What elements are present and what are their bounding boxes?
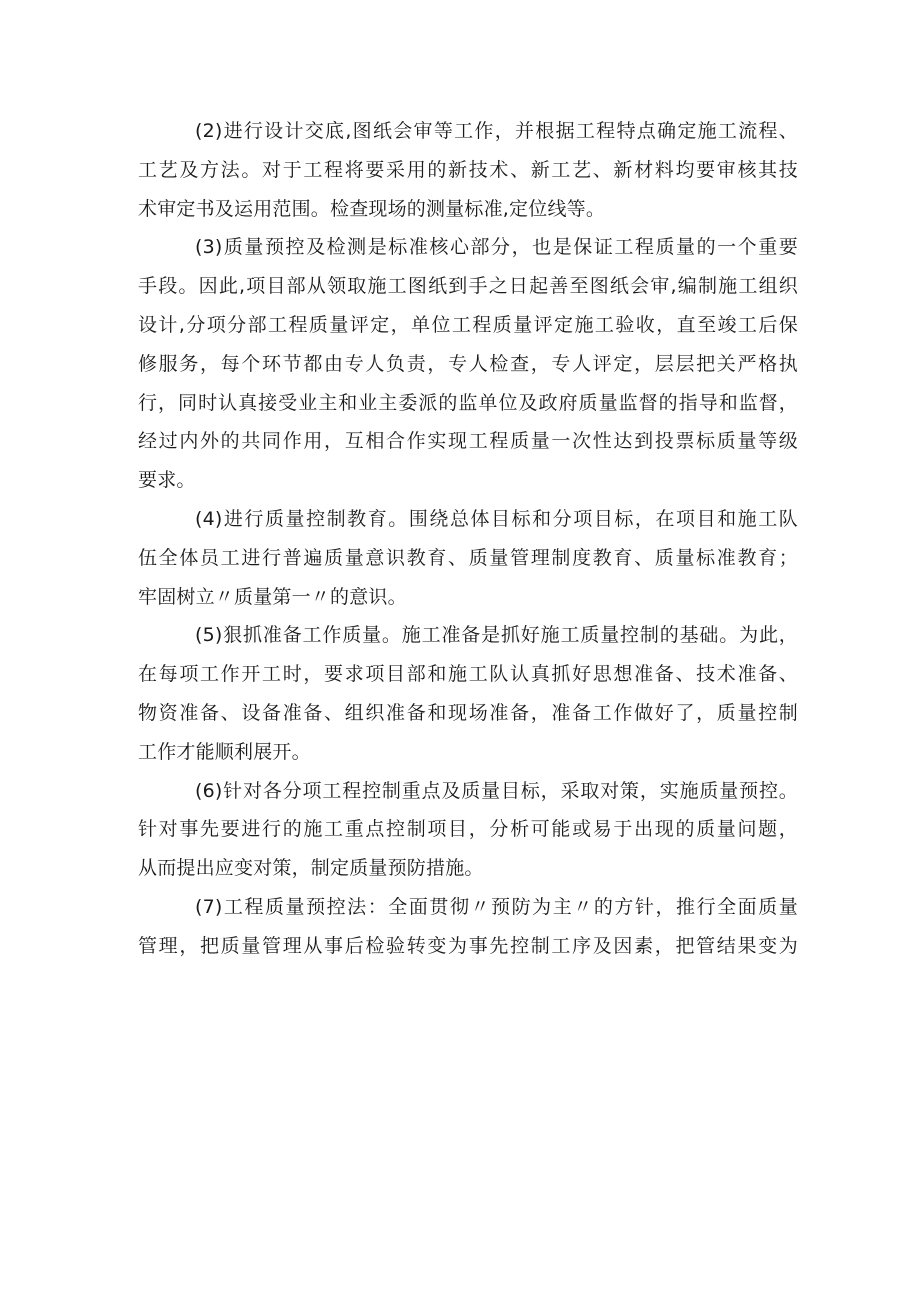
text-line: 设计,分项分部工程质量评定，单位工程质量评定施工验收，直至竣工后保	[138, 313, 798, 336]
text-line: 伍全体员工进行普遍质量意识教育、质量管理制度教育、质量标准教育；	[138, 546, 798, 569]
paragraph-3	[138, 228, 798, 500]
paragraph-6	[138, 772, 798, 888]
text-line: 工艺及方法。对于工程将要采用的新技术、新工艺、新材料均要审核其技	[138, 158, 798, 181]
text-line: (3)质量预控及检测是标准核心部分，也是保证工程质量的一个重要	[195, 236, 798, 259]
paragraph-5	[138, 616, 798, 771]
paragraph-7	[138, 888, 798, 966]
text-line: (6)针对各分项工程控制重点及质量目标，采取对策，实施质量预控。	[195, 779, 798, 802]
text-line: (4)进行质量控制教育。围绕总体目标和分项目标，在项目和施工队	[195, 507, 798, 530]
text-line: 管理，把质量管理从事后检验转变为事先控制工序及因素，把管结果变为	[138, 934, 798, 957]
paragraph-4	[138, 500, 798, 616]
text-line: 要求。	[138, 469, 196, 492]
text-line: 牢固树立〃质量第一〃的意识。	[138, 585, 407, 608]
text-line: (7)工程质量预控法：全面贯彻〃预防为主〃的方针，推行全面质量	[195, 895, 798, 918]
text-line: (2)进行设计交底,图纸会审等工作，并根据工程特点确定施工流程、	[195, 120, 798, 142]
paragraph-2	[138, 112, 798, 228]
text-line: 物资准备、设备准备、组织准备和现场准备，准备工作做好了，质量控制	[138, 701, 798, 724]
text-line: 从而提出应变对策，制定质量预防措施。	[138, 857, 484, 880]
text-line: 修服务，每个环节都由专人负责，专人检查，专人评定，层层把关严格执	[138, 352, 798, 375]
text-line: 工作才能顺利展开。	[138, 740, 311, 763]
text-line: 针对事先要进行的施工重点控制项目，分析可能或易于出现的质量问题，	[138, 818, 798, 841]
text-line: 术审定书及运用范围。检查现场的测量标准,定位线等。	[138, 197, 606, 220]
text-line: 在每项工作开工时，要求项目部和施工队认真抓好思想准备、技术准备、	[138, 663, 798, 686]
document-body	[138, 112, 798, 966]
text-line: (5)狠抓准备工作质量。施工准备是抓好施工质量控制的基础。为此，	[195, 624, 798, 647]
text-line: 手段。因此,项目部从领取施工图纸到手之日起善至图纸会审,编制施工组织	[138, 275, 798, 298]
text-line: 经过内外的共同作用，互相合作实现工程质量一次性达到投票标质量等级	[138, 430, 798, 453]
text-line: 行，同时认真接受业主和业主委派的监单位及政府质量监督的指导和监督，	[138, 391, 798, 414]
